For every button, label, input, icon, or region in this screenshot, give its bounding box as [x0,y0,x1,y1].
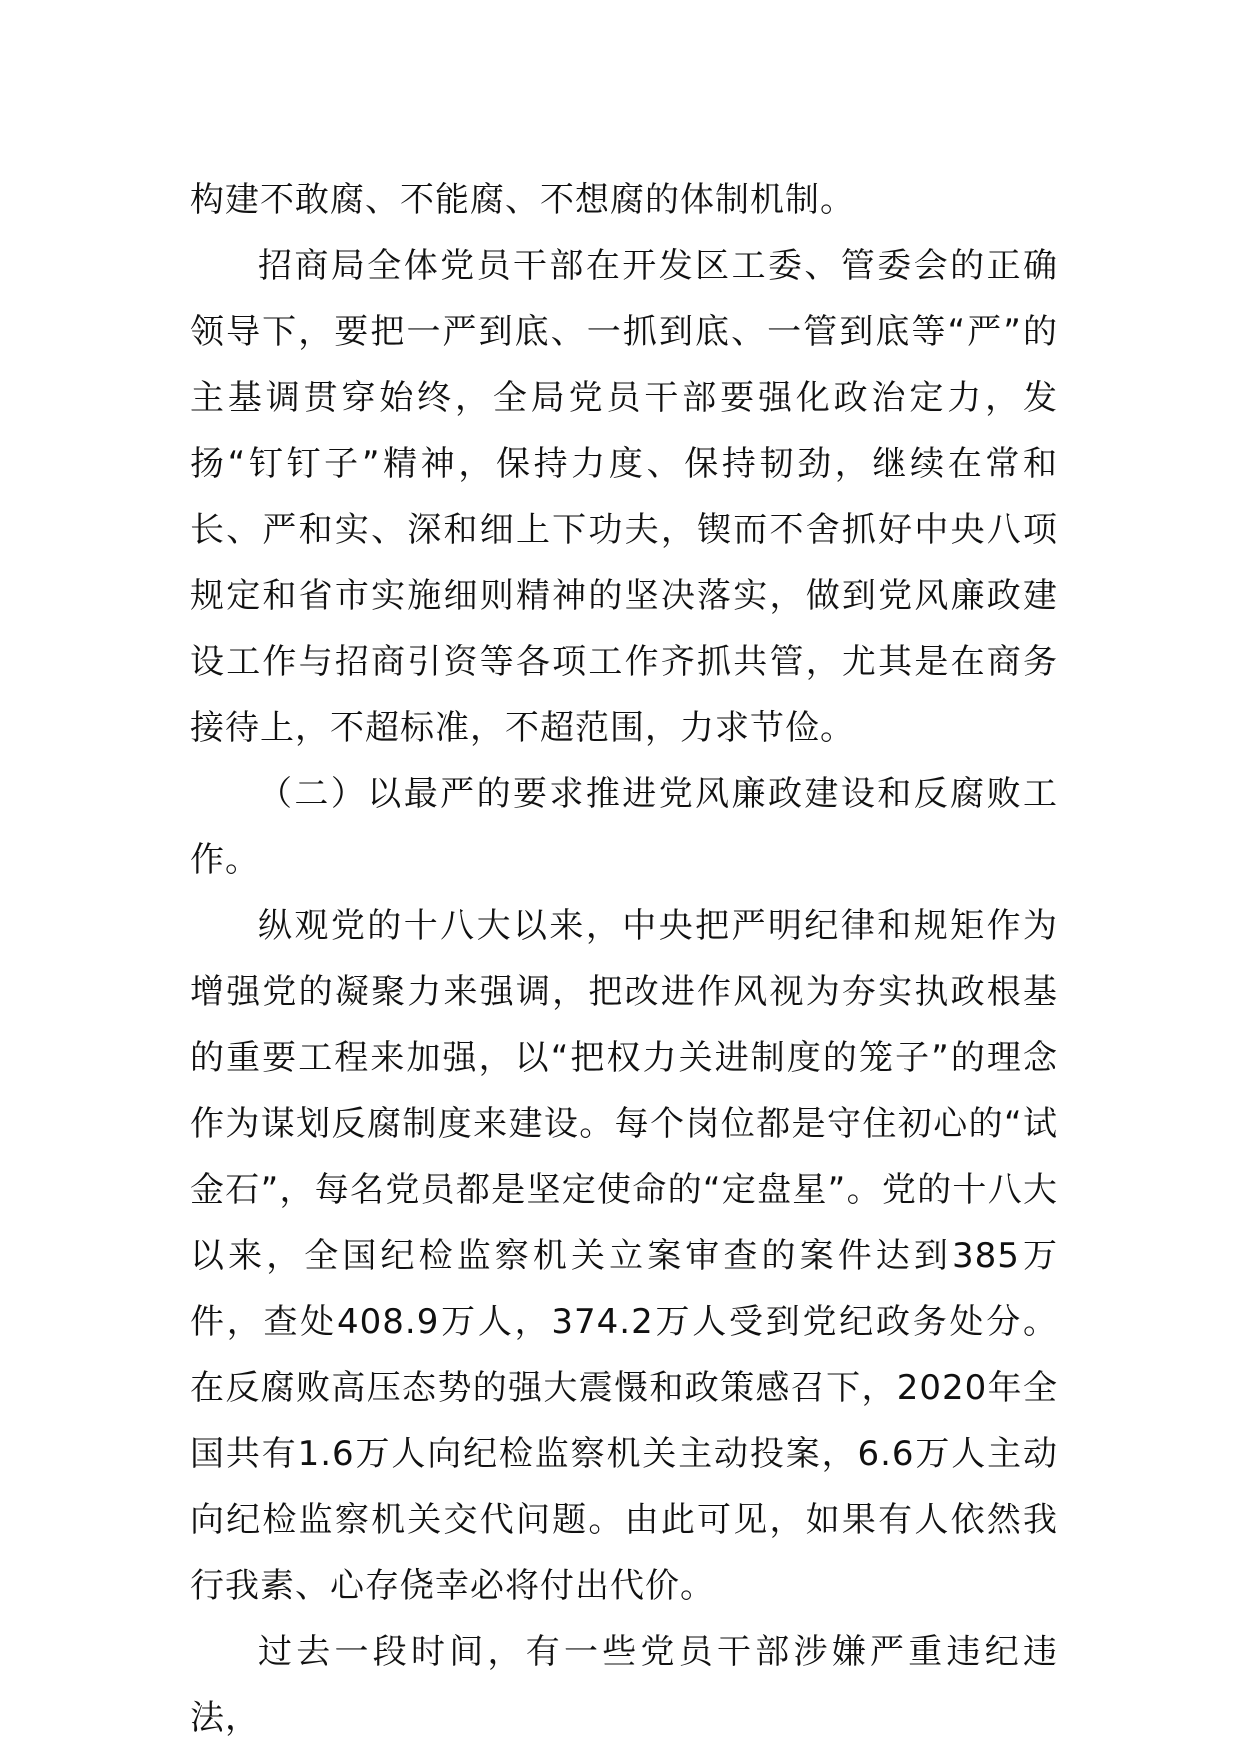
paragraph-investment-bureau: 招商局全体党员干部在开发区工委、管委会的正确领导下，要把一严到底、一抓到底、一管到底等“严”的主基调贯穿始终，全局党员干部要强化政治定力，发扬“钉钉子”精神，保持力度、保持韧劲，继续在常和长、严和实、深和细上下功夫，锲而不舍抓好中央八项规定和省市实施细则精神的坚决落实，做到党风廉政建设工作与招商引资等各项工作齐抓共管，尤其是在商务接待上，不超标准，不超范围，力求节俭。 [190,246,1058,748]
section-heading-2: （二）以最严的要求推进党风廉政建设和反腐败工作。 [190,774,1058,880]
paragraph-anti-corruption-statistics: 纵观党的十八大以来，中央把严明纪律和规矩作为增强党的凝聚力来强调，把改进作风视为夯实执政根基的重要工程来加强，以“把权力关进制度的笼子”的理念作为谋划反腐制度来建设。每个岗位都是守住初心的“试金石”，每名党员都是坚定使命的“定盘星”。党的十八大以来，全国纪检监察机关立案审查的案件达到385万件，查处408.9万人，374.2万人受到党纪政务处分。在反腐败高压态势的强大震慑和政策感召下，2020年全国共有1.6万人向纪检监察机关主动投案，6.6万人主动向纪检监察机关交代问题。由此可见，如果有人依然我行我素、心存侥幸必将付出代价。 [190,906,1058,1606]
paragraph-past-period: 过去一段时间，有一些党员干部涉嫌严重违纪违法， [190,1632,1058,1738]
document-body [190,167,1058,1751]
paragraph-continuation: 构建不敢腐、不能腐、不想腐的体制机制。 [190,180,855,220]
